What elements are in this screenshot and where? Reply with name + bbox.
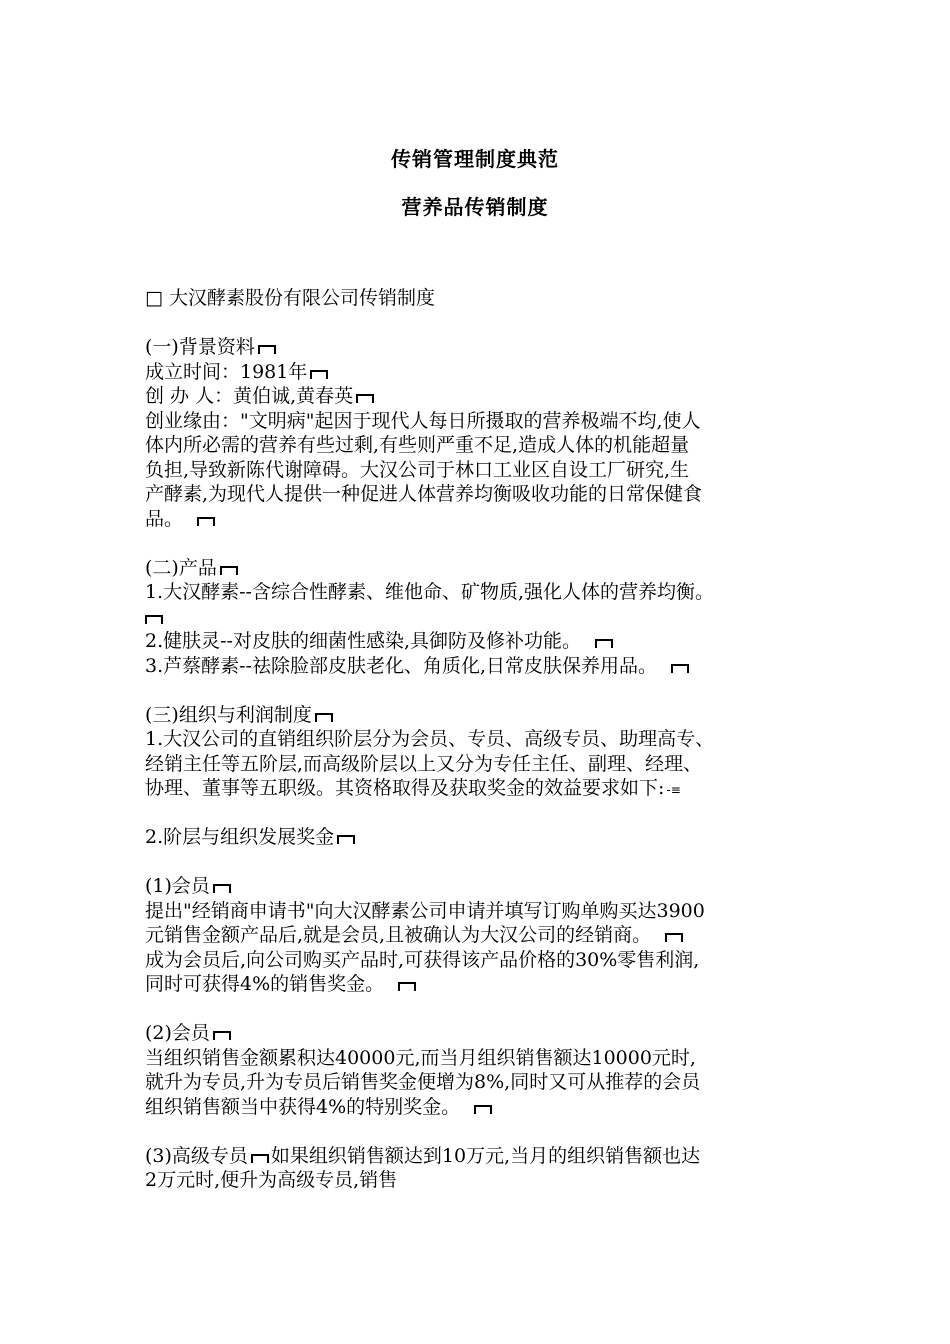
senior-line [145, 1144, 825, 1169]
paragraph-mark-icon [213, 884, 231, 893]
background-heading-line [145, 335, 825, 360]
paragraph-mark-icon [595, 639, 613, 648]
products-heading: (二)产品 [145, 556, 217, 579]
bonus-heading-line [145, 825, 825, 850]
product-item-line [145, 654, 825, 679]
origin-line: 负担,导致新陈代谢障碍。大汉公司于林口工业区自设工厂研究,生 [145, 458, 690, 481]
product-item: 3.芦蔡酵素--祛除脸部皮肤老化、角质化,日常皮肤保养用品。 [145, 654, 658, 677]
spacer [145, 531, 825, 556]
origin-line: 产酵素,为现代人提供一种促进人体营养均衡吸收功能的日常保健食 [145, 483, 703, 505]
end-mark-icon: -≡ [666, 783, 681, 797]
organization-intro-line-last [145, 776, 825, 801]
senior-text: 如果组织销售额达到10万元,当月的组织销售额也达 [270, 1144, 701, 1167]
founders-line [145, 384, 825, 409]
member-text: 同时可获得4%的销售奖金。 [145, 973, 385, 995]
spacer [145, 850, 825, 875]
paragraph-mark-icon [251, 1154, 269, 1163]
paragraph-mark-icon [356, 394, 374, 403]
member-line [145, 923, 825, 948]
specialist-line: 当组织销售金额累积达40000元,而当月组织销售额达10000元时, [145, 1046, 696, 1069]
paragraph-mark-icon [337, 835, 355, 844]
product-item: 1.大汉酵素--含综合性酵素、维他命、矿物质,强化人体的营养均衡。 [145, 581, 715, 603]
origin-line-last [145, 507, 825, 532]
specialist-line: 就升为专员,升为专员后销售奖金便增为8%,同时又可从推荐的会员 [145, 1071, 701, 1093]
organization-intro-text: 协理、董事等五职级。其资格取得及获取奖金的效益要求如下: [145, 777, 665, 799]
spacer [145, 1119, 825, 1144]
senior-line: 2万元时,便升为高级专员,销售 [145, 1169, 398, 1191]
product-item: 2.健肤灵--对皮肤的细菌性感染,具御防及修补功能。 [145, 630, 582, 652]
specialist-heading: (2)会员 [145, 1022, 210, 1044]
spacer [145, 311, 825, 336]
organization-heading: (三)组织与利润制度 [145, 703, 312, 726]
founded-text: 成立时间：1981年 [145, 360, 308, 383]
paragraph-mark-icon [213, 1031, 231, 1040]
section-heading: □ 大汉酵素股份有限公司传销制度 [145, 287, 435, 309]
founded-line [145, 360, 825, 385]
paragraph-mark-icon [310, 370, 328, 379]
main-title: 传销管理制度典范 [391, 147, 559, 171]
spacer [145, 801, 825, 826]
specialist-text: 组织销售额当中获得4%的特别奖金。 [145, 1095, 461, 1118]
product-item-line [145, 629, 825, 654]
senior-heading: (3)高级专员 [145, 1144, 248, 1167]
specialist-heading-line [145, 1021, 825, 1046]
document-body [145, 286, 825, 1193]
organization-heading-line [145, 703, 825, 728]
paragraph-mark-icon [398, 982, 416, 991]
founders-text: 创 办 人：黄伯诚,黄春英 [145, 385, 354, 407]
member-heading-line [145, 874, 825, 899]
member-line: 成为会员后,向公司购买产品时,可获得该产品价格的30%零售利润, [145, 948, 700, 971]
paragraph-mark-icon [474, 1105, 492, 1114]
paragraph-mark-icon [671, 664, 689, 673]
paragraph-mark-icon [197, 517, 215, 526]
paragraph-mark-icon [665, 933, 683, 942]
sub-title: 营养品传销制度 [401, 195, 549, 219]
background-heading: (一)背景资料 [145, 336, 255, 358]
origin-line: 创业缘由："文明病"起因于现代人每日所摄取的营养极端不均,使人 [145, 409, 701, 432]
member-line: 提出"经销商申请书"向大汉酵素公司申请并填写订购单购买达3900 [145, 899, 705, 922]
spacer [145, 678, 825, 703]
member-line [145, 972, 825, 997]
paragraph-mark-icon [258, 345, 276, 354]
bonus-heading: 2.阶层与组织发展奖金 [145, 826, 335, 848]
paragraph-mark-icon [220, 566, 238, 575]
member-heading: (1)会员 [145, 875, 210, 897]
origin-line: 体内所必需的营养有些过剩,有些则严重不足,造成人体的机能超量 [145, 434, 690, 456]
member-text: 元销售金额产品后,就是会员,且被确认为大汉公司的经销商。 [145, 924, 652, 946]
origin-text: 品。 [145, 507, 184, 530]
products-heading-line [145, 556, 825, 581]
organization-intro-line: 经销主任等五阶层,而高级阶层以上又分为专任主任、副理、经理、 [145, 752, 703, 775]
paragraph-mark-icon [315, 713, 333, 722]
spacer [145, 997, 825, 1022]
organization-intro-line: 1.大汉公司的直销组织阶层分为会员、专员、高级专员、助理高专、 [145, 728, 715, 750]
specialist-line [145, 1095, 825, 1120]
paragraph-mark-icon [145, 615, 163, 624]
product-item-mark-line [145, 605, 825, 630]
